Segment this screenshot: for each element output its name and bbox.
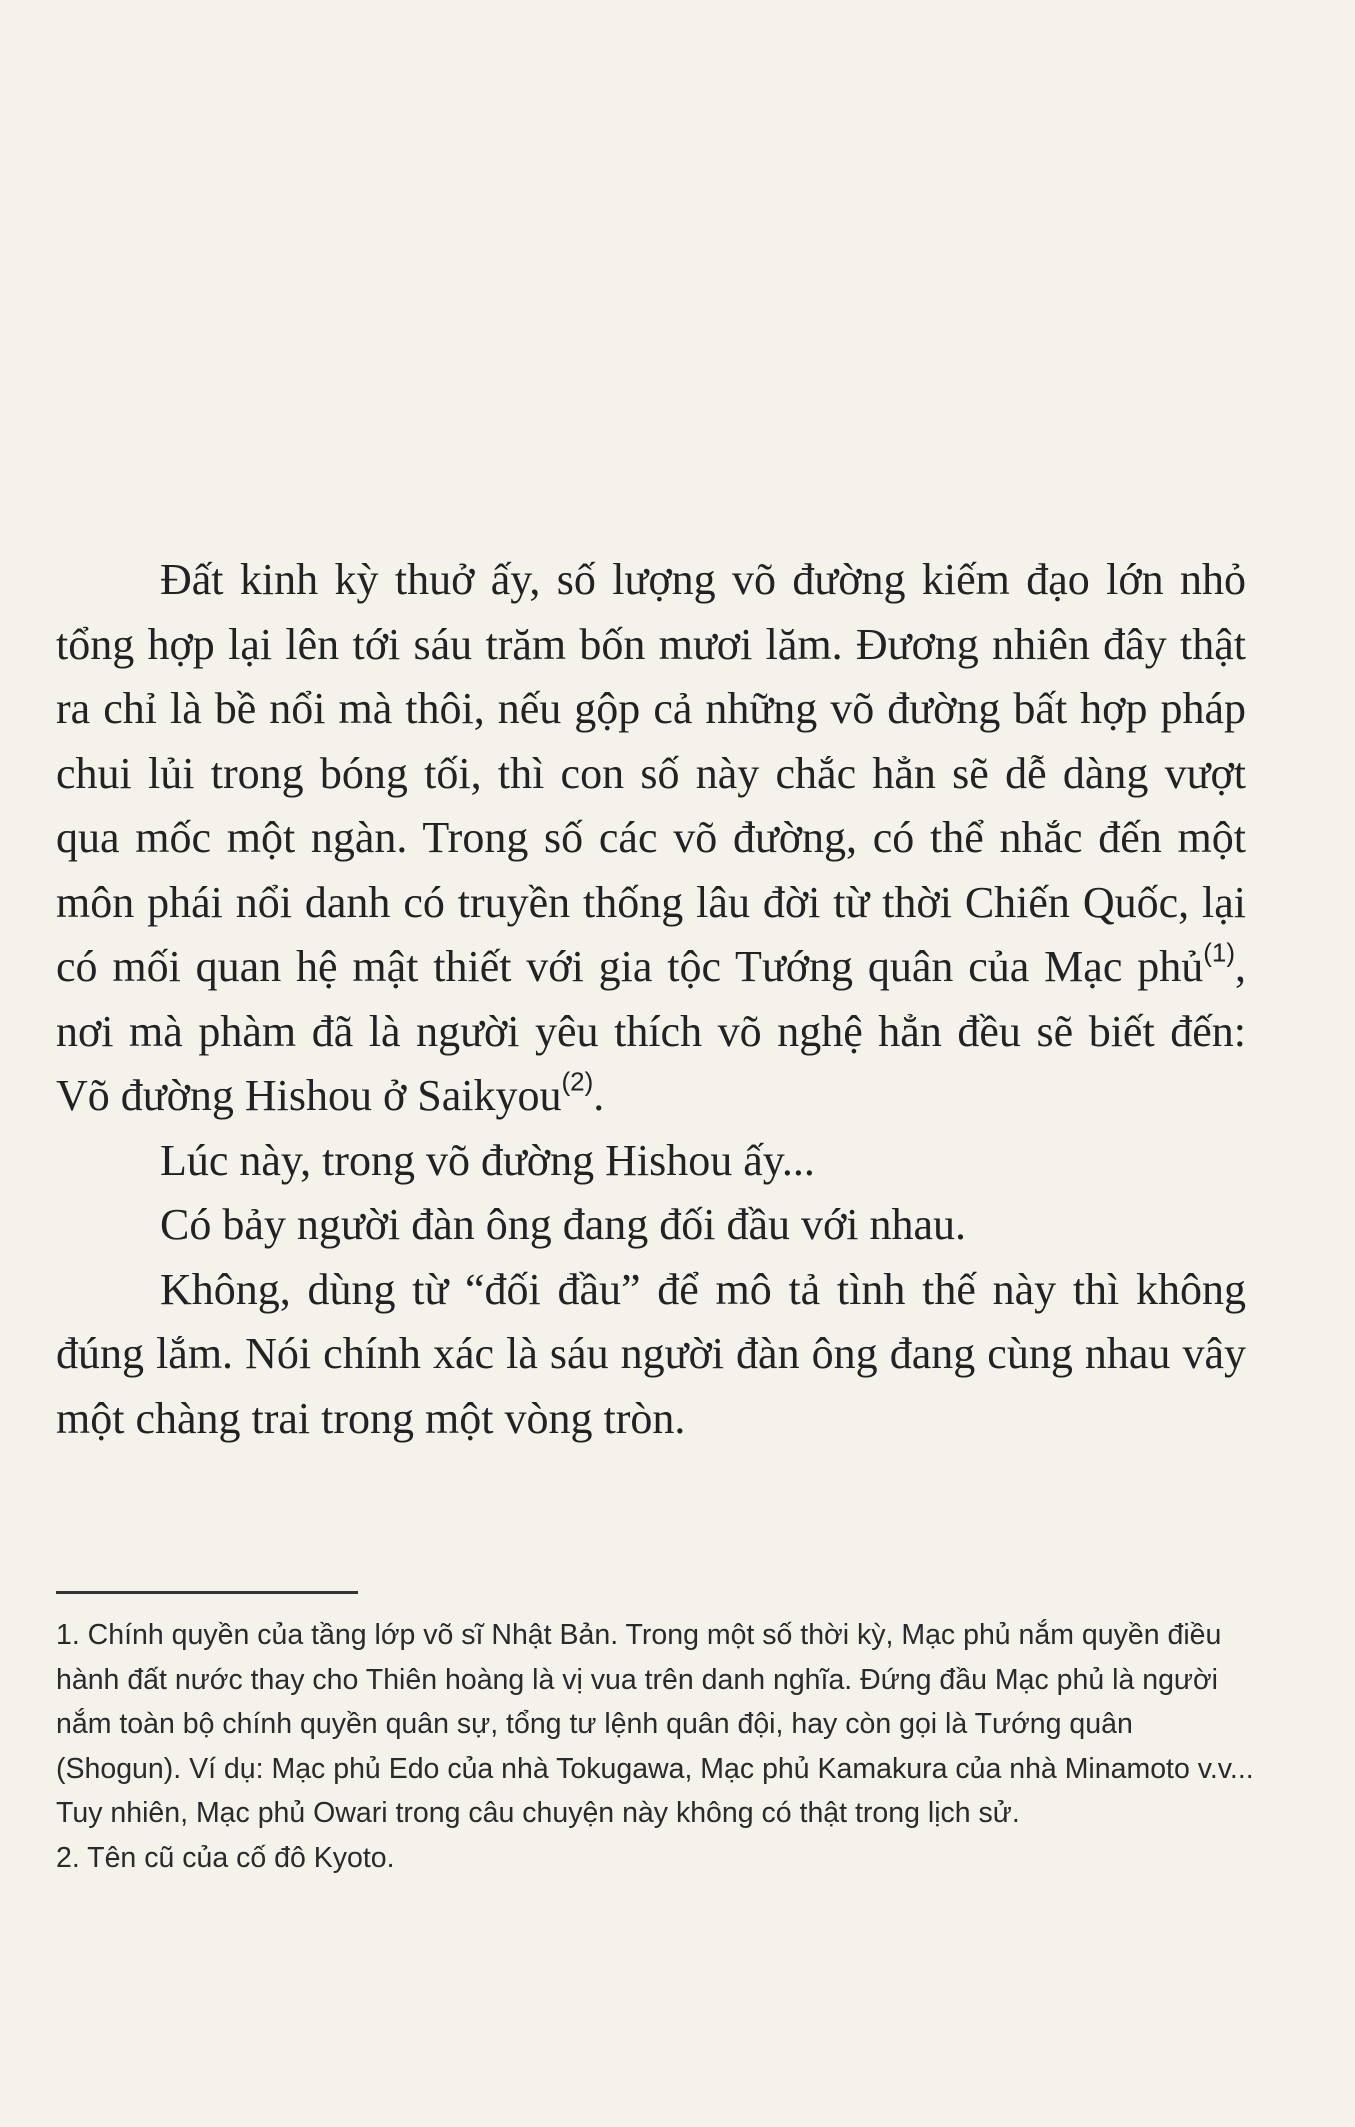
footnote-2: 2. Tên cũ của cố đô Kyoto. [56,1841,395,1874]
paragraph-2: Lúc này, trong võ đường Hishou ấy... [160,1135,815,1185]
paragraph-1-text: Đất kinh kỳ thuở ấy, số lượng võ đường kiếm đạo lớn nhỏ tổng hợp lại lên tới sáu trăm bốn mươi lăm. Đương nhiên đây thật ra chỉ là bề nổi mà thôi, nếu gộp cả những võ đường bất hợp pháp chui lủi trong bóng tối, thì con số này chắc hẳn sẽ dễ dàng vượt qua mốc một ngàn. Trong số các võ đường, có thể nhắc đến một môn phái nổi danh có truyền thống lâu đời từ thời Chiến Quốc, lại có mối quan hệ mật thiết với gia tộc Tướng quân của Mạc phủ [56,555,1246,991]
paragraph-1-end: . [593,1071,605,1120]
footnote-ref-1: (1) [1203,937,1235,968]
paragraph-3: Có bảy người đàn ông đang đối đầu với nhau. [160,1200,967,1249]
paragraph-1-text-cont: , nơi mà phàm đã là người yêu thích võ nghệ hẳn đều sẽ biết đến: Võ đường Hishou ở Saikyou [56,942,1246,1120]
footnote-divider [56,1591,358,1594]
paragraph-1 [56,548,1246,1129]
footnote-ref-2: (2) [561,1066,594,1097]
footnote-1: 1. Chính quyền của tầng lớp võ sĩ Nhật Bản. Trong một số thời kỳ, Mạc phủ nắm quyền điều hành đất nước thay cho Thiên hoàng là vị vua trên danh nghĩa. Đứng đầu Mạc phủ là người nắm toàn bộ chính quyền quân sự, tổng tư lệnh quân đội, hay còn gọi là Tướng quân (Shogun). Ví dụ: Mạc phủ Edo của nhà Tokugawa, Mạc phủ Kamakura của nhà Minamoto v.v... Tuy nhiên, Mạc phủ Owari trong câu chuyện này không có thật trong lịch sử. [56,1619,1254,1829]
paragraph-4: Không, dùng từ “đối đầu” để mô tả tình thế này thì không đúng lắm. Nói chính xác là sáu người đàn ông đang cùng nhau vây một chàng trai trong một vòng tròn. [56,1264,1246,1443]
main-text [56,548,1246,1451]
footnotes [56,1613,1256,1880]
